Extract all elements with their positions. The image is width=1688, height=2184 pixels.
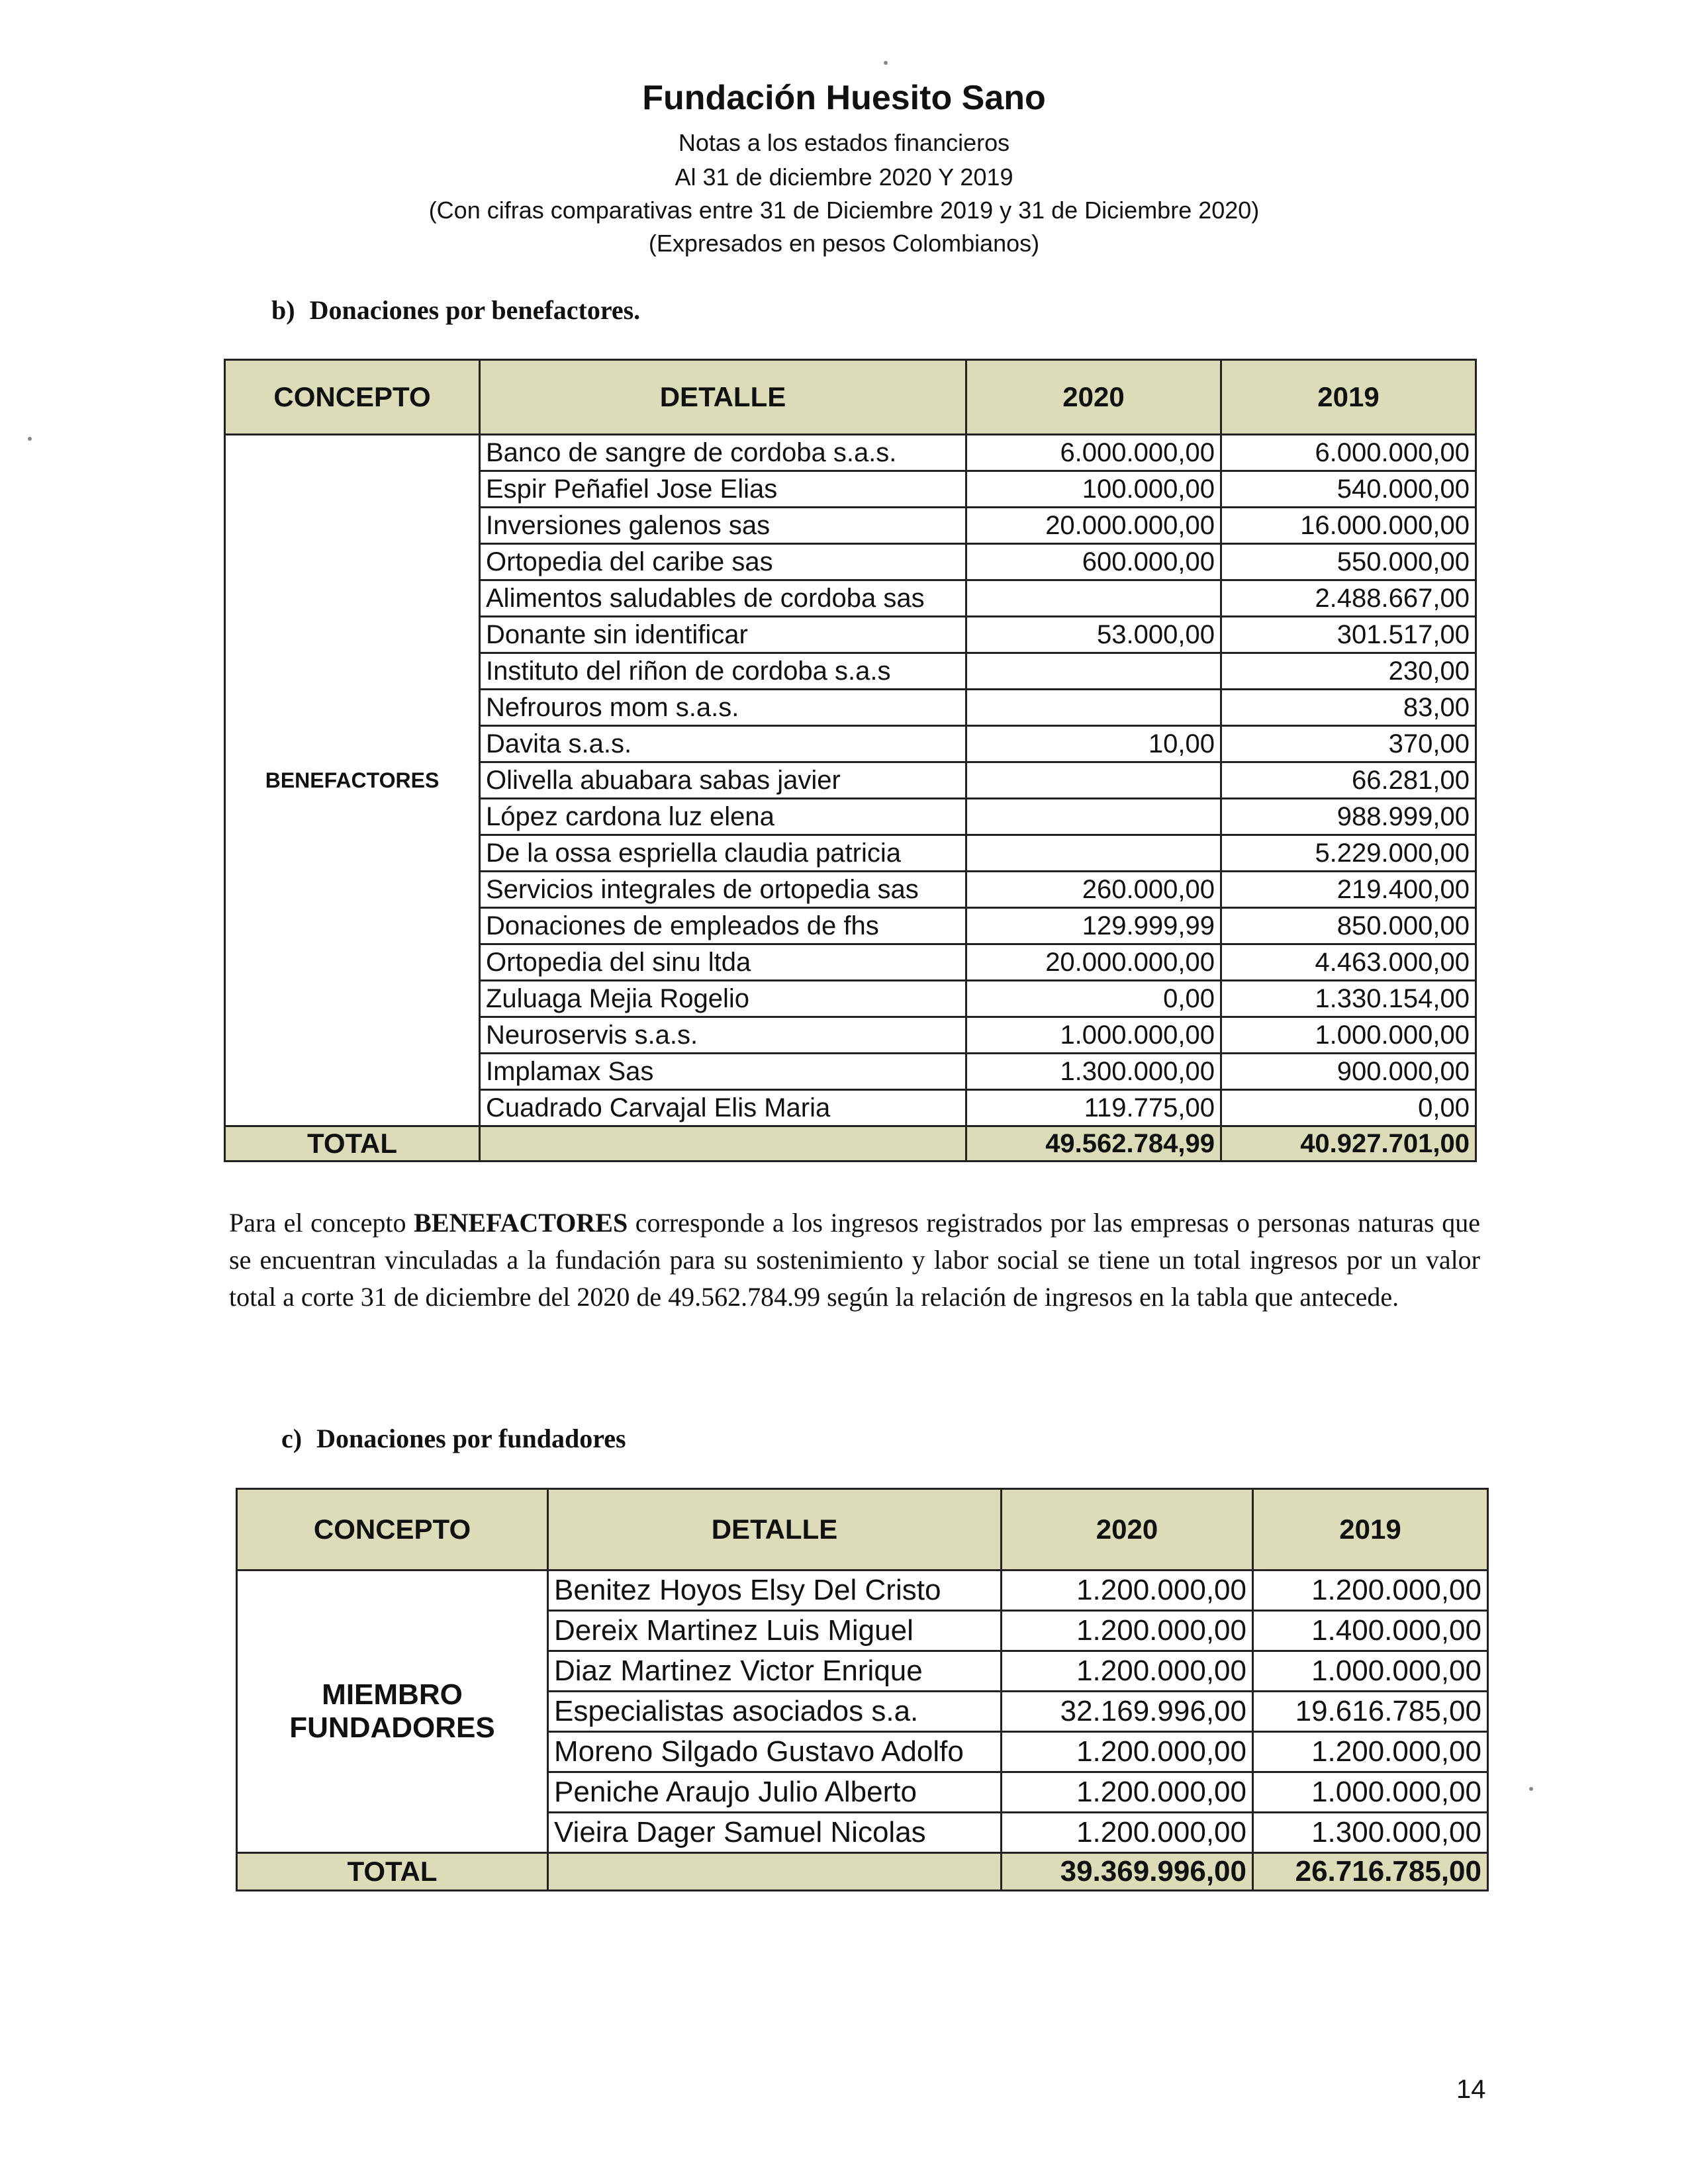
value-2019-cell: 19.616.785,00 (1253, 1692, 1488, 1732)
value-2020-cell: 1.300.000,00 (966, 1054, 1221, 1090)
paragraph-text-2: corresponde a los ingresos registrados por las empresas o personas naturas que se encuentran vinculadas a la fundación para su sostenimiento y labor social se tiene un total ingresos por un valor total a corte 31 de diciembre del 2020 de 49.562.784.99 según la relación de ingresos en la tabla que antecede. (229, 1208, 1480, 1312)
value-2020-cell: 1.200.000,00 (1002, 1732, 1253, 1772)
table-row (225, 435, 1476, 471)
value-2020-cell: 1.000.000,00 (966, 1017, 1221, 1054)
column-header-concepto: CONCEPTO (237, 1489, 548, 1570)
scan-speck (1529, 1787, 1533, 1791)
benefactors-table (224, 359, 1477, 1162)
value-2020-cell (966, 653, 1221, 690)
section-c-letter: c) (281, 1424, 303, 1453)
report-subtitle: Notas a los estados financieros (678, 129, 1010, 156)
table-header-row (237, 1489, 1488, 1570)
value-2019-cell: 1.300.000,00 (1253, 1813, 1488, 1853)
detail-cell: Benitez Hoyos Elsy Del Cristo (548, 1570, 1002, 1611)
value-2019-cell: 1.000.000,00 (1253, 1772, 1488, 1813)
report-comparison-note: (Con cifras comparativas entre 31 de Diciembre 2019 y 31 de Diciembre 2020) (428, 197, 1260, 224)
founders-rows (237, 1570, 1488, 1853)
detail-cell: Vieira Dager Samuel Nicolas (548, 1813, 1002, 1853)
detail-cell: Dereix Martinez Luis Miguel (548, 1611, 1002, 1651)
value-2019-cell: 370,00 (1221, 726, 1476, 762)
value-2019-cell: 1.200.000,00 (1253, 1732, 1488, 1772)
total-2019: 26.716.785,00 (1253, 1853, 1488, 1891)
value-2020-cell: 100.000,00 (966, 471, 1221, 508)
report-currency-note: (Expresados en pesos Colombianos) (648, 230, 1040, 257)
value-2019-cell: 301.517,00 (1221, 617, 1476, 653)
table-total-row (225, 1126, 1476, 1161)
value-2020-cell: 1.200.000,00 (1002, 1772, 1253, 1813)
value-2019-cell: 1.400.000,00 (1253, 1611, 1488, 1651)
value-2020-cell: 1.200.000,00 (1002, 1651, 1253, 1692)
total-2019: 40.927.701,00 (1221, 1126, 1476, 1161)
column-header-2020: 2020 (966, 360, 1221, 435)
detail-cell: Instituto del riñon de cordoba s.a.s (480, 653, 966, 690)
detail-cell: Zuluaga Mejia Rogelio (480, 981, 966, 1017)
detail-cell: López cardona luz elena (480, 799, 966, 835)
detail-cell: Donaciones de empleados de fhs (480, 908, 966, 944)
value-2020-cell: 1.200.000,00 (1002, 1611, 1253, 1651)
value-2019-cell: 1.000.000,00 (1253, 1651, 1488, 1692)
detail-cell: Especialistas asociados s.a. (548, 1692, 1002, 1732)
detail-cell: Implamax Sas (480, 1054, 966, 1090)
table-row (237, 1570, 1488, 1611)
detail-cell: Diaz Martinez Victor Enrique (548, 1651, 1002, 1692)
detail-cell: Espir Peñafiel Jose Elias (480, 471, 966, 508)
value-2019-cell: 2.488.667,00 (1221, 580, 1476, 617)
value-2019-cell: 1.330.154,00 (1221, 981, 1476, 1017)
value-2020-cell: 1.200.000,00 (1002, 1813, 1253, 1853)
value-2020-cell: 119.775,00 (966, 1090, 1221, 1126)
value-2020-cell: 0,00 (966, 981, 1221, 1017)
detail-cell: Davita s.a.s. (480, 726, 966, 762)
concept-cell: MIEMBRO FUNDADORES (237, 1570, 548, 1853)
value-2020-cell (966, 835, 1221, 872)
section-b-heading (271, 295, 640, 326)
value-2019-cell: 6.000.000,00 (1221, 435, 1476, 471)
value-2020-cell: 20.000.000,00 (966, 508, 1221, 544)
detail-cell: Ortopedia del sinu ltda (480, 944, 966, 981)
value-2020-cell: 20.000.000,00 (966, 944, 1221, 981)
value-2020-cell (966, 762, 1221, 799)
value-2019-cell: 230,00 (1221, 653, 1476, 690)
column-header-2019: 2019 (1253, 1489, 1488, 1570)
detail-cell: Donante sin identificar (480, 617, 966, 653)
value-2020-cell (966, 580, 1221, 617)
concept-cell: BENEFACTORES (225, 435, 480, 1126)
detail-cell: Servicios integrales de ortopedia sas (480, 872, 966, 908)
value-2020-cell: 260.000,00 (966, 872, 1221, 908)
detail-cell: Moreno Silgado Gustavo Adolfo (548, 1732, 1002, 1772)
total-2020: 39.369.996,00 (1002, 1853, 1253, 1891)
value-2019-cell: 900.000,00 (1221, 1054, 1476, 1090)
value-2019-cell: 16.000.000,00 (1221, 508, 1476, 544)
founders-table (236, 1488, 1489, 1891)
value-2019-cell: 850.000,00 (1221, 908, 1476, 944)
column-header-2020: 2020 (1002, 1489, 1253, 1570)
detail-cell: Olivella abuabara sabas javier (480, 762, 966, 799)
column-header-detalle: DETALLE (548, 1489, 1002, 1570)
value-2019-cell: 219.400,00 (1221, 872, 1476, 908)
value-2020-cell: 1.200.000,00 (1002, 1570, 1253, 1611)
detail-cell: Cuadrado Carvajal Elis Maria (480, 1090, 966, 1126)
value-2020-cell: 10,00 (966, 726, 1221, 762)
value-2019-cell: 1.200.000,00 (1253, 1570, 1488, 1611)
table-total-row (237, 1853, 1488, 1891)
column-header-2019: 2019 (1221, 360, 1476, 435)
value-2020-cell: 32.169.996,00 (1002, 1692, 1253, 1732)
detail-cell: Ortopedia del caribe sas (480, 544, 966, 580)
total-2020: 49.562.784,99 (966, 1126, 1221, 1161)
organization-title: Fundación Huesito Sano (642, 79, 1046, 117)
detail-cell: Peniche Araujo Julio Alberto (548, 1772, 1002, 1813)
value-2019-cell: 550.000,00 (1221, 544, 1476, 580)
total-label: TOTAL (237, 1853, 548, 1891)
value-2020-cell: 53.000,00 (966, 617, 1221, 653)
scan-speck (884, 61, 888, 65)
detail-cell: Nefrouros mom s.a.s. (480, 690, 966, 726)
value-2020-cell: 600.000,00 (966, 544, 1221, 580)
section-c-heading (281, 1423, 626, 1454)
value-2019-cell: 83,00 (1221, 690, 1476, 726)
section-b-letter: b) (271, 295, 295, 325)
value-2019-cell: 0,00 (1221, 1090, 1476, 1126)
report-date: Al 31 de diciembre 2020 Y 2019 (675, 163, 1013, 191)
section-b-title: Donaciones por benefactores. (309, 295, 641, 325)
detail-cell: Banco de sangre de cordoba s.a.s. (480, 435, 966, 471)
benefactors-explanation (229, 1205, 1480, 1316)
value-2019-cell: 66.281,00 (1221, 762, 1476, 799)
scan-speck (28, 437, 32, 441)
detail-cell: De la ossa espriella claudia patricia (480, 835, 966, 872)
detail-cell: Alimentos saludables de cordoba sas (480, 580, 966, 617)
page-number: 14 (1456, 2075, 1486, 2104)
column-header-detalle: DETALLE (480, 360, 966, 435)
value-2019-cell: 5.229.000,00 (1221, 835, 1476, 872)
column-header-concepto: CONCEPTO (225, 360, 480, 435)
value-2019-cell: 988.999,00 (1221, 799, 1476, 835)
value-2020-cell (966, 690, 1221, 726)
paragraph-text-1: Para el concepto (229, 1208, 414, 1238)
value-2019-cell: 4.463.000,00 (1221, 944, 1476, 981)
table-header-row (225, 360, 1476, 435)
value-2020-cell: 6.000.000,00 (966, 435, 1221, 471)
detail-cell: Neuroservis s.a.s. (480, 1017, 966, 1054)
value-2020-cell: 129.999,99 (966, 908, 1221, 944)
total-label: TOTAL (225, 1126, 480, 1161)
total-detail-empty (480, 1126, 966, 1161)
detail-cell: Inversiones galenos sas (480, 508, 966, 544)
total-detail-empty (548, 1853, 1002, 1891)
value-2020-cell (966, 799, 1221, 835)
paragraph-keyword: BENEFACTORES (414, 1208, 628, 1238)
value-2019-cell: 1.000.000,00 (1221, 1017, 1476, 1054)
value-2019-cell: 540.000,00 (1221, 471, 1476, 508)
section-c-title: Donaciones por fundadores (316, 1424, 626, 1453)
benefactors-rows (225, 435, 1476, 1126)
